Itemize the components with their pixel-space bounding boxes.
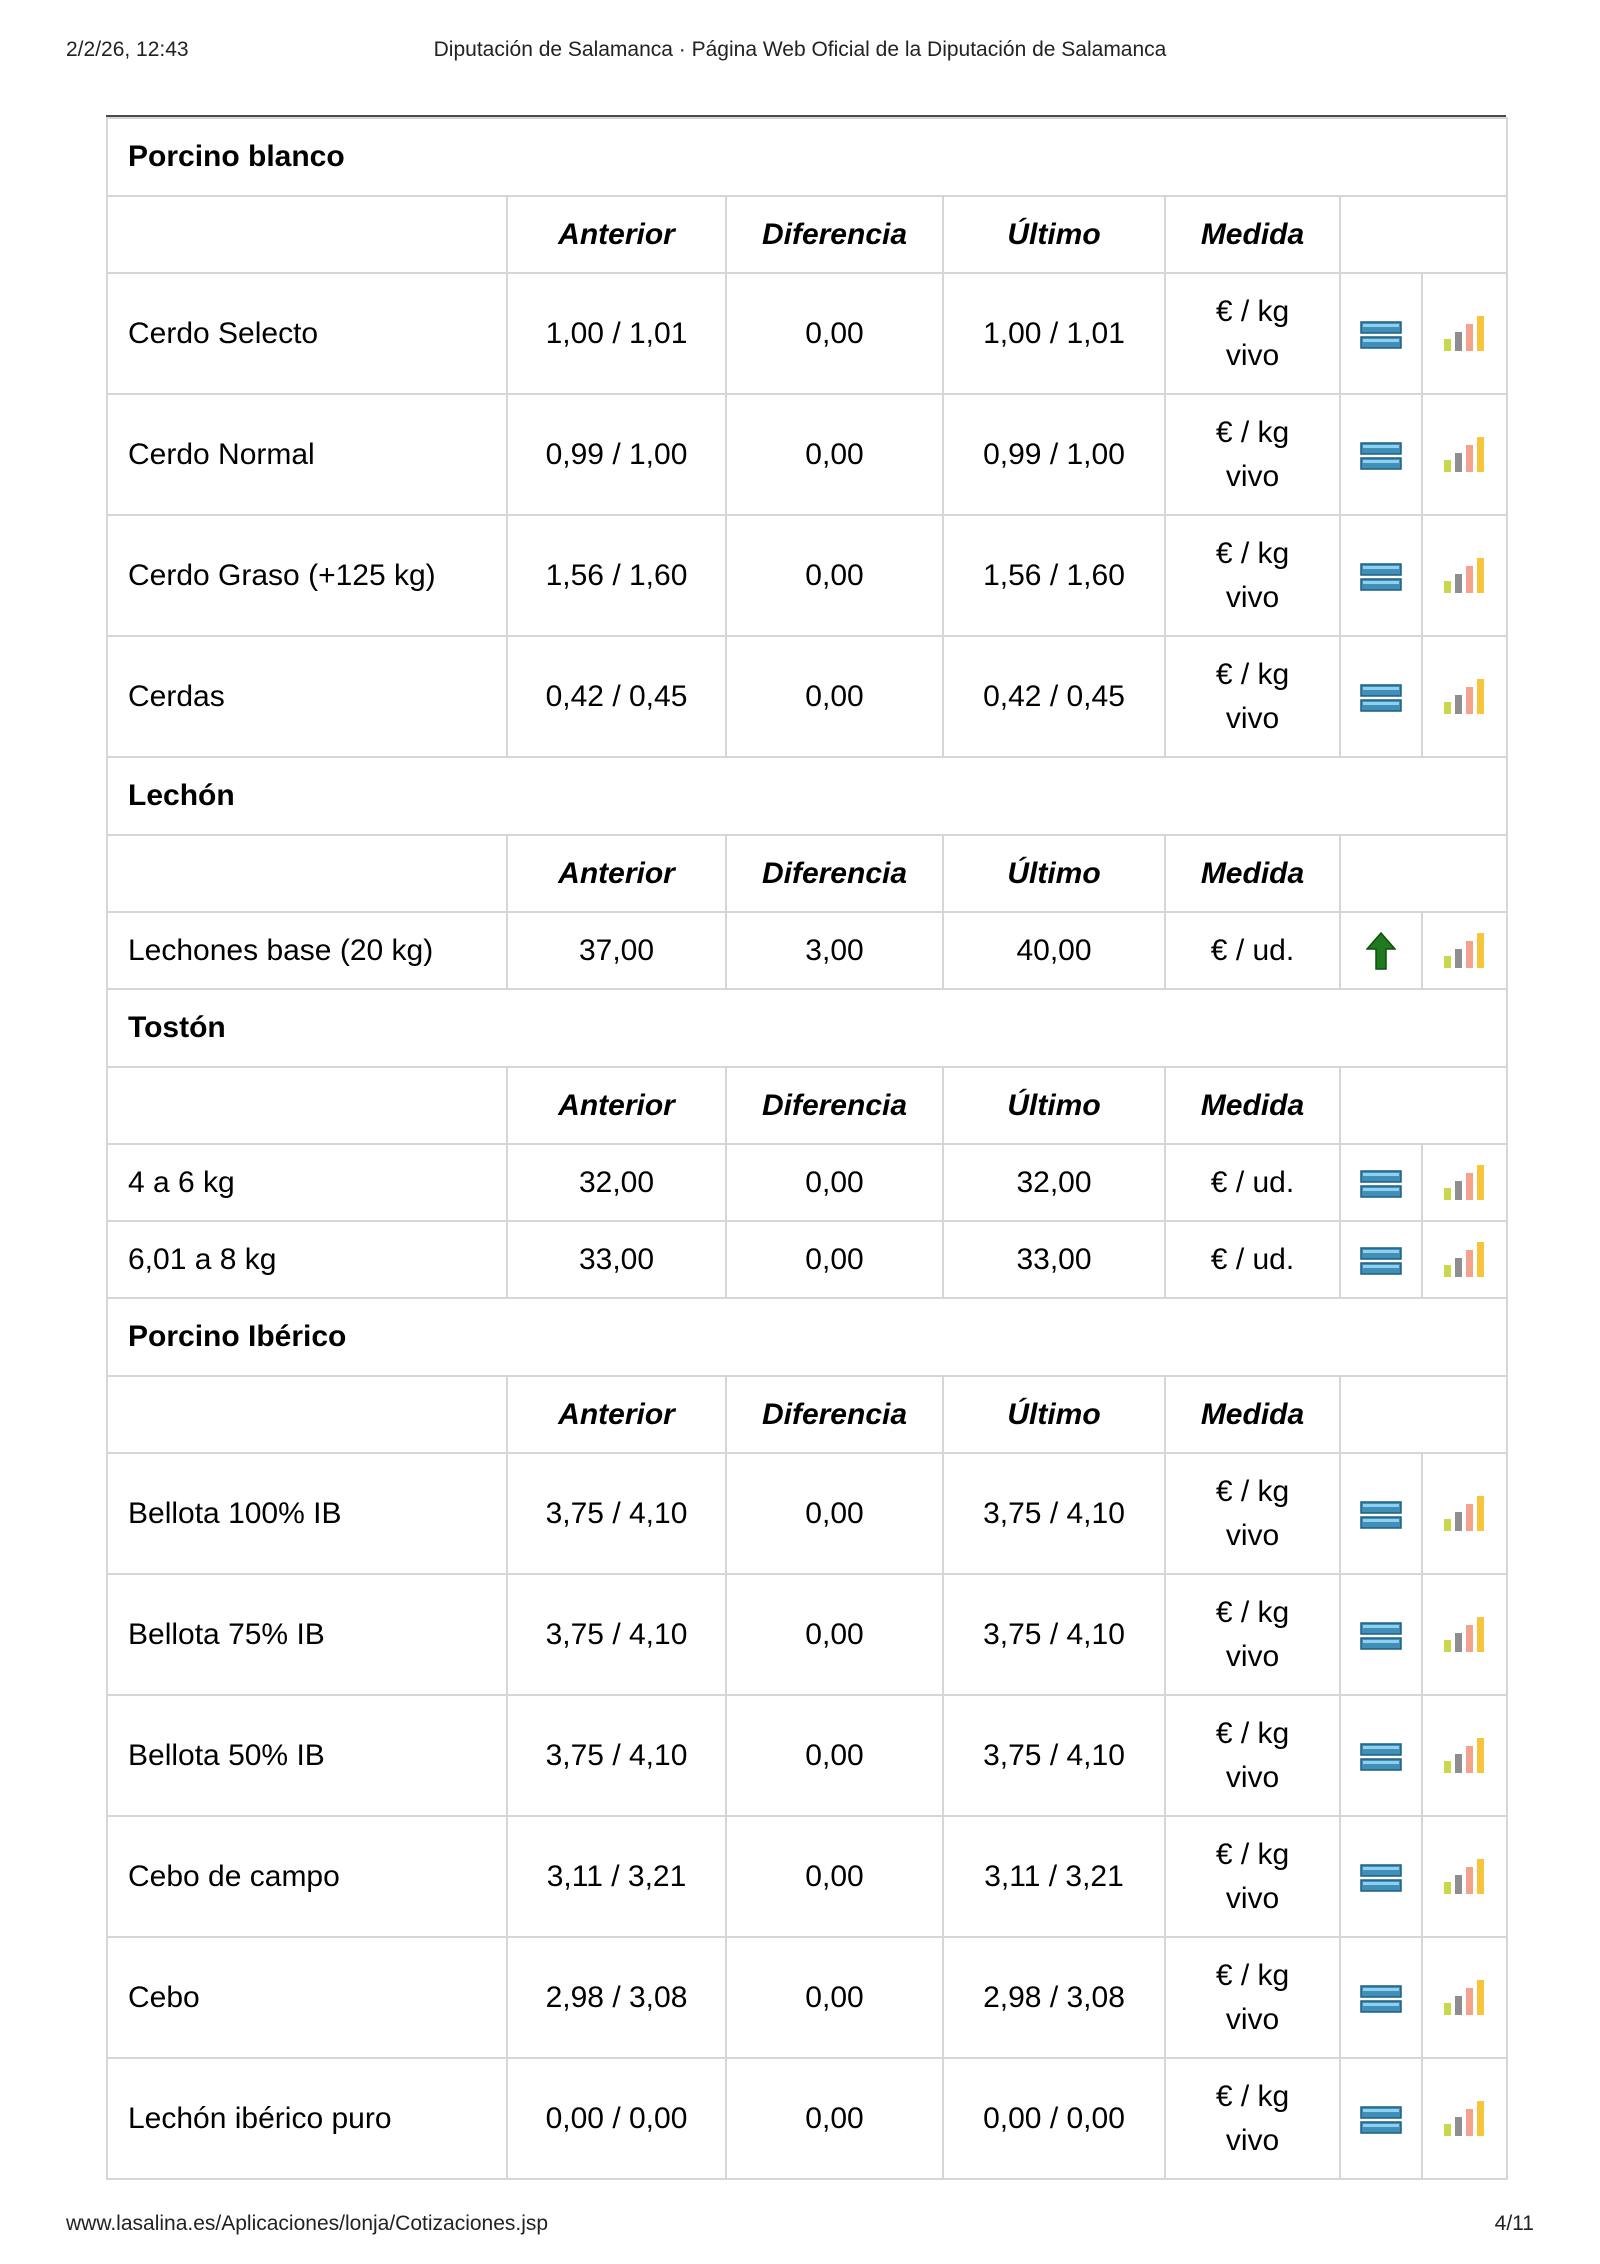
flat-icon	[1360, 682, 1402, 714]
header-ultimo: Último	[943, 196, 1165, 273]
trend-cell	[1340, 636, 1422, 757]
bar-chart-icon[interactable]	[1443, 436, 1487, 474]
medida-unit: € / kg	[1215, 1716, 1290, 1750]
table-row	[107, 2058, 1507, 2179]
medida-unit: € / kg	[1215, 1837, 1290, 1871]
flat-icon	[1360, 1245, 1402, 1277]
trend-cell	[1340, 273, 1422, 394]
value-ultimo: 3,75 / 4,10	[943, 1453, 1165, 1574]
value-anterior: 3,75 / 4,10	[507, 1695, 726, 1816]
product-name: Bellota 50% IB	[107, 1695, 507, 1816]
chart-cell[interactable]	[1422, 515, 1507, 636]
medida-unit: € / kg	[1215, 657, 1290, 691]
flat-icon	[1360, 1620, 1402, 1652]
header-icons-empty	[1340, 835, 1507, 912]
bar-chart-icon[interactable]	[1443, 1858, 1487, 1896]
chart-cell[interactable]	[1422, 912, 1507, 989]
table-row	[107, 1221, 1507, 1298]
value-anterior: 0,00 / 0,00	[507, 2058, 726, 2179]
column-header-row	[107, 1067, 1507, 1144]
medida-basis: vivo	[1225, 2123, 1280, 2157]
product-name: Bellota 75% IB	[107, 1574, 507, 1695]
value-anterior: 3,11 / 3,21	[507, 1816, 726, 1937]
value-diferencia: 0,00	[726, 1221, 943, 1298]
value-medida	[1165, 1221, 1340, 1298]
value-medida	[1165, 1816, 1340, 1937]
table-row	[107, 515, 1507, 636]
value-anterior: 33,00	[507, 1221, 726, 1298]
trend-cell	[1340, 394, 1422, 515]
value-diferencia: 0,00	[726, 1453, 943, 1574]
flat-icon	[1360, 561, 1402, 593]
product-name: Lechón ibérico puro	[107, 2058, 507, 2179]
table-row	[107, 1453, 1507, 1574]
bar-chart-icon[interactable]	[1443, 1979, 1487, 2017]
chart-cell[interactable]	[1422, 1574, 1507, 1695]
medida-unit: € / kg	[1215, 1474, 1290, 1508]
value-medida	[1165, 1574, 1340, 1695]
table-row	[107, 1144, 1507, 1221]
header-empty	[107, 835, 507, 912]
header-medida: Medida	[1165, 1376, 1340, 1453]
medida-basis: vivo	[1225, 580, 1280, 614]
header-diferencia: Diferencia	[726, 835, 943, 912]
medida-basis: vivo	[1225, 459, 1280, 493]
product-name: Cerdo Graso (+125 kg)	[107, 515, 507, 636]
flat-icon	[1360, 1741, 1402, 1773]
bar-chart-icon[interactable]	[1443, 1737, 1487, 1775]
chart-cell[interactable]	[1422, 1453, 1507, 1574]
header-ultimo: Último	[943, 1376, 1165, 1453]
column-header-row	[107, 835, 1507, 912]
trend-cell	[1340, 1816, 1422, 1937]
up-arrow-icon	[1366, 932, 1396, 970]
bar-chart-icon[interactable]	[1443, 1495, 1487, 1533]
value-diferencia: 0,00	[726, 1937, 943, 2058]
bar-chart-icon[interactable]	[1443, 678, 1487, 716]
value-medida	[1165, 636, 1340, 757]
bar-chart-icon[interactable]	[1443, 1616, 1487, 1654]
value-anterior: 3,75 / 4,10	[507, 1453, 726, 1574]
trend-cell	[1340, 1221, 1422, 1298]
value-diferencia: 0,00	[726, 273, 943, 394]
product-name: Cerdo Selecto	[107, 273, 507, 394]
print-datetime: 2/2/26, 12:43	[66, 38, 189, 61]
flat-icon	[1360, 2104, 1402, 2136]
product-name: 6,01 a 8 kg	[107, 1221, 507, 1298]
quotes-table	[106, 117, 1508, 2180]
table-row	[107, 1816, 1507, 1937]
header-medida: Medida	[1165, 1067, 1340, 1144]
trend-cell	[1340, 1453, 1422, 1574]
value-ultimo: 0,99 / 1,00	[943, 394, 1165, 515]
value-medida	[1165, 515, 1340, 636]
flat-icon	[1360, 1862, 1402, 1894]
value-diferencia: 0,00	[726, 1144, 943, 1221]
product-name: Bellota 100% IB	[107, 1453, 507, 1574]
chart-cell[interactable]	[1422, 273, 1507, 394]
value-ultimo: 3,75 / 4,10	[943, 1574, 1165, 1695]
trend-cell	[1340, 912, 1422, 989]
header-icons-empty	[1340, 196, 1507, 273]
section-header-row	[107, 1298, 1507, 1376]
chart-cell[interactable]	[1422, 636, 1507, 757]
value-diferencia: 0,00	[726, 1574, 943, 1695]
flat-icon	[1360, 1499, 1402, 1531]
column-header-row	[107, 1376, 1507, 1453]
section-header-row	[107, 118, 1507, 196]
value-anterior: 2,98 / 3,08	[507, 1937, 726, 2058]
medida-unit: € / kg	[1215, 1595, 1290, 1629]
value-ultimo: 33,00	[943, 1221, 1165, 1298]
header-anterior: Anterior	[507, 835, 726, 912]
medida-basis: vivo	[1225, 1881, 1280, 1915]
bar-chart-icon[interactable]	[1443, 2100, 1487, 2138]
product-name: Cebo de campo	[107, 1816, 507, 1937]
value-ultimo: 32,00	[943, 1144, 1165, 1221]
chart-cell[interactable]	[1422, 1937, 1507, 2058]
value-medida	[1165, 1695, 1340, 1816]
table-row	[107, 1937, 1507, 2058]
medida-basis: vivo	[1225, 701, 1280, 735]
value-diferencia: 0,00	[726, 2058, 943, 2179]
product-name: Cebo	[107, 1937, 507, 2058]
medida-unit: € / kg	[1215, 294, 1290, 328]
bar-chart-icon[interactable]	[1443, 932, 1487, 970]
value-ultimo: 0,42 / 0,45	[943, 636, 1165, 757]
table-row	[107, 636, 1507, 757]
column-header-row	[107, 196, 1507, 273]
value-anterior: 1,00 / 1,01	[507, 273, 726, 394]
value-medida	[1165, 1144, 1340, 1221]
header-ultimo: Último	[943, 1067, 1165, 1144]
value-ultimo: 2,98 / 3,08	[943, 1937, 1165, 2058]
trend-cell	[1340, 1695, 1422, 1816]
header-medida: Medida	[1165, 835, 1340, 912]
value-medida	[1165, 2058, 1340, 2179]
medida-basis: vivo	[1225, 1639, 1280, 1673]
value-medida	[1165, 394, 1340, 515]
bar-chart-icon[interactable]	[1443, 1164, 1487, 1202]
print-footer	[66, 2212, 1534, 2242]
header-diferencia: Diferencia	[726, 1067, 943, 1144]
trend-cell	[1340, 1144, 1422, 1221]
product-name: Cerdas	[107, 636, 507, 757]
header-anterior: Anterior	[507, 196, 726, 273]
trend-cell	[1340, 515, 1422, 636]
chart-cell[interactable]	[1422, 1221, 1507, 1298]
medida-basis: vivo	[1225, 1760, 1280, 1794]
table-row	[107, 273, 1507, 394]
header-icons-empty	[1340, 1067, 1507, 1144]
value-diferencia: 0,00	[726, 1695, 943, 1816]
table-row	[107, 1695, 1507, 1816]
flat-icon	[1360, 440, 1402, 472]
section-title: Tostón	[107, 989, 1507, 1067]
medida-unit: € / ud.	[1210, 933, 1295, 967]
table-row	[107, 912, 1507, 989]
header-anterior: Anterior	[507, 1376, 726, 1453]
value-anterior: 37,00	[507, 912, 726, 989]
section-header-row	[107, 989, 1507, 1067]
value-anterior: 32,00	[507, 1144, 726, 1221]
chart-cell[interactable]	[1422, 1695, 1507, 1816]
value-ultimo: 3,11 / 3,21	[943, 1816, 1165, 1937]
medida-unit: € / kg	[1215, 415, 1290, 449]
table-row	[107, 394, 1507, 515]
value-diferencia: 3,00	[726, 912, 943, 989]
section-title: Porcino blanco	[107, 118, 1507, 196]
flat-icon	[1360, 319, 1402, 351]
bar-chart-icon[interactable]	[1443, 315, 1487, 353]
value-ultimo: 3,75 / 4,10	[943, 1695, 1165, 1816]
medida-unit: € / ud.	[1210, 1165, 1295, 1199]
medida-basis: vivo	[1225, 338, 1280, 372]
chart-cell[interactable]	[1422, 394, 1507, 515]
page-number: 4/11	[1494, 2212, 1534, 2235]
value-diferencia: 0,00	[726, 515, 943, 636]
medida-unit: € / ud.	[1210, 1242, 1295, 1276]
medida-basis: vivo	[1225, 2002, 1280, 2036]
header-empty	[107, 1067, 507, 1144]
product-name: 4 a 6 kg	[107, 1144, 507, 1221]
section-title: Porcino Ibérico	[107, 1298, 1507, 1376]
value-diferencia: 0,00	[726, 1816, 943, 1937]
header-diferencia: Diferencia	[726, 196, 943, 273]
header-diferencia: Diferencia	[726, 1376, 943, 1453]
print-page-title: Diputación de Salamanca · Página Web Oficial de la Diputación de Salamanca	[433, 38, 1167, 61]
table-row	[107, 1574, 1507, 1695]
chart-cell[interactable]	[1422, 1816, 1507, 1937]
chart-cell[interactable]	[1422, 2058, 1507, 2179]
medida-basis: vivo	[1225, 1518, 1280, 1552]
trend-cell	[1340, 2058, 1422, 2179]
value-anterior: 3,75 / 4,10	[507, 1574, 726, 1695]
value-medida	[1165, 273, 1340, 394]
value-medida	[1165, 1453, 1340, 1574]
value-anterior: 0,99 / 1,00	[507, 394, 726, 515]
value-medida	[1165, 1937, 1340, 2058]
value-anterior: 0,42 / 0,45	[507, 636, 726, 757]
print-url: www.lasalina.es/Aplicaciones/lonja/Cotizaciones.jsp	[66, 2212, 549, 2235]
flat-icon	[1360, 1983, 1402, 2015]
flat-icon	[1360, 1168, 1402, 1200]
header-empty	[107, 196, 507, 273]
value-ultimo: 1,00 / 1,01	[943, 273, 1165, 394]
section-title: Lechón	[107, 757, 1507, 835]
product-name: Cerdo Normal	[107, 394, 507, 515]
header-icons-empty	[1340, 1376, 1507, 1453]
print-header	[66, 38, 1534, 68]
value-medida	[1165, 912, 1340, 989]
value-anterior: 1,56 / 1,60	[507, 515, 726, 636]
product-name: Lechones base (20 kg)	[107, 912, 507, 989]
chart-cell[interactable]	[1422, 1144, 1507, 1221]
trend-cell	[1340, 1574, 1422, 1695]
section-header-row	[107, 757, 1507, 835]
value-ultimo: 40,00	[943, 912, 1165, 989]
header-medida: Medida	[1165, 196, 1340, 273]
value-diferencia: 0,00	[726, 636, 943, 757]
header-anterior: Anterior	[507, 1067, 726, 1144]
value-ultimo: 0,00 / 0,00	[943, 2058, 1165, 2179]
bar-chart-icon[interactable]	[1443, 1241, 1487, 1279]
trend-cell	[1340, 1937, 1422, 2058]
medida-unit: € / kg	[1215, 536, 1290, 570]
header-ultimo: Último	[943, 835, 1165, 912]
header-empty	[107, 1376, 507, 1453]
value-diferencia: 0,00	[726, 394, 943, 515]
medida-unit: € / kg	[1215, 2079, 1290, 2113]
bar-chart-icon[interactable]	[1443, 557, 1487, 595]
medida-unit: € / kg	[1215, 1958, 1290, 1992]
value-ultimo: 1,56 / 1,60	[943, 515, 1165, 636]
